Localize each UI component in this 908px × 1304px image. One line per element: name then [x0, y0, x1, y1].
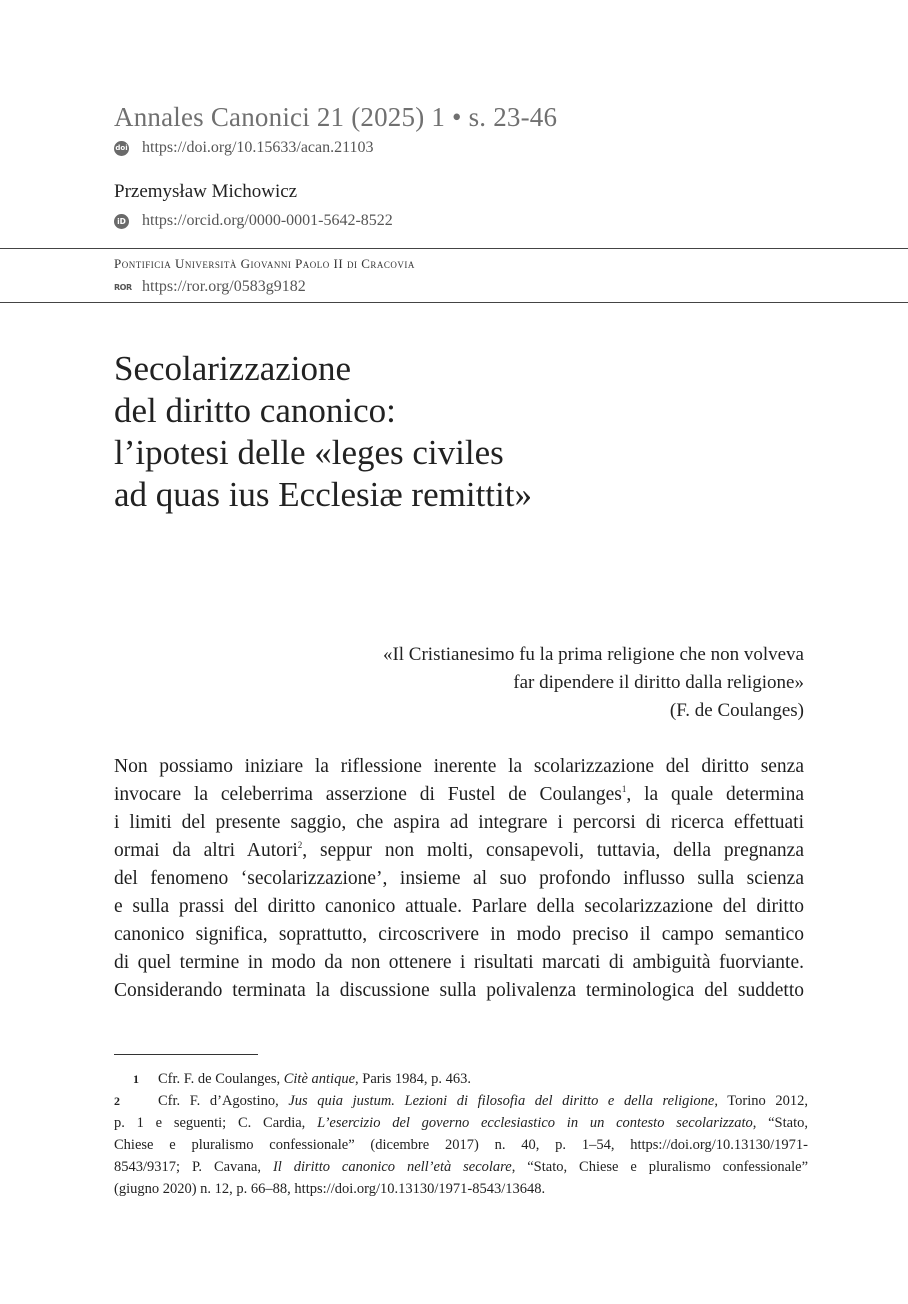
footnote-separator	[114, 1054, 258, 1055]
body-line: e sulla prassi del diritto canonico attuale. Parlare della secolarizzazione del diritto	[114, 896, 804, 917]
footnote-1: 1 Cfr. F. de Coulanges, Citè antique, Paris 1984, p. 463.	[114, 1068, 808, 1090]
doi-row	[114, 139, 374, 157]
ror-icon: ROR	[114, 282, 132, 292]
doi-icon: doi	[114, 141, 129, 156]
body-line: i limiti del presente saggio, che aspira ad integrare i percorsi di ricerca effettuati	[114, 812, 804, 833]
title-line: del diritto canonico:	[114, 391, 396, 430]
body-line: Non possiamo iniziare la riflessione inerente la scolarizzazione del diritto senza	[114, 756, 804, 777]
epigraph	[383, 641, 804, 725]
doi-link[interactable]: https://doi.org/10.15633/acan.21103	[142, 139, 374, 156]
header-rule-top	[0, 248, 908, 249]
journal-citation: Annales Canonici 21 (2025) 1 • s. 23-46	[114, 102, 558, 132]
body-paragraph	[114, 753, 804, 1005]
epigraph-line: far dipendere il diritto dalla religione»	[513, 672, 804, 693]
footnote-ref-2[interactable]: 2	[297, 840, 303, 850]
body-line: canonico significa, soprattutto, circoscrivere in modo preciso il campo semantico	[114, 924, 804, 945]
body-line: Considerando terminata la discussione sulla polivalenza terminologica del suddetto	[114, 980, 804, 1001]
body-line: del fenomeno ‘secolarizzazione’, insieme al suo profondo influsso sulla scienza	[114, 868, 804, 889]
footnote-number: 1	[133, 1072, 139, 1086]
orcid-row	[114, 212, 393, 230]
epigraph-attribution: (F. de Coulanges)	[669, 700, 804, 721]
affiliation: Pontificia Università Giovanni Paolo II di Cracovia	[114, 256, 415, 271]
body-line: invocare la celeberrima asserzione di Fustel de Coulanges$^1$, la quale determina	[114, 784, 805, 805]
title-line: ad quas ius Ecclesiæ remittit»	[114, 475, 532, 514]
author-name: Przemysław Michowicz	[114, 181, 298, 202]
body-line: ormai da altri Autori$^2$, seppur non molti, consapevoli, tuttavia, della pregnanza	[114, 840, 804, 861]
footnote-number: 2	[114, 1094, 120, 1108]
title-line: l’ipotesi delle «leges civiles	[114, 433, 504, 472]
footnote-ref-1[interactable]: 1	[621, 784, 627, 794]
epigraph-line: «Il Cristianesimo fu la prima religione che non volveva	[382, 644, 804, 665]
title-line: Secolarizzazione	[114, 349, 352, 388]
orcid-icon: iD	[114, 214, 129, 229]
orcid-link[interactable]: https://orcid.org/0000-0001-5642-8522	[142, 212, 393, 229]
body-line: di quel termine in modo da non ottenere i risultati marcati di ambiguità fuorviante.	[114, 952, 804, 973]
header-rule-bottom	[0, 302, 908, 303]
ror-row	[114, 278, 306, 296]
article-title	[114, 348, 532, 516]
ror-link[interactable]: https://ror.org/0583g9182	[142, 278, 306, 295]
footnote-2: 2 Cfr. F. d’Agostino, Jus quia justum. Lezioni di filosofia del diritto e della religione, Torino 2012, p. 1 e seguenti; C. Cardia, L’esercizio del governo ecclesiastico in un contesto secolarizzato, “Stato, Chiese e pluralismo confessionale” (dicembre 2017) n. 40, p. 1–54, https://doi.org/10.13130/1971- 8543/9317; P. Cavana, Il diritto canonico nell’età secolare, “Stato, Chiese e pluralismo confessionale” (giugno 2020) n. 12, p. 66–88, https://doi.org/10.13130/1971-8543/13648.	[114, 1090, 808, 1200]
